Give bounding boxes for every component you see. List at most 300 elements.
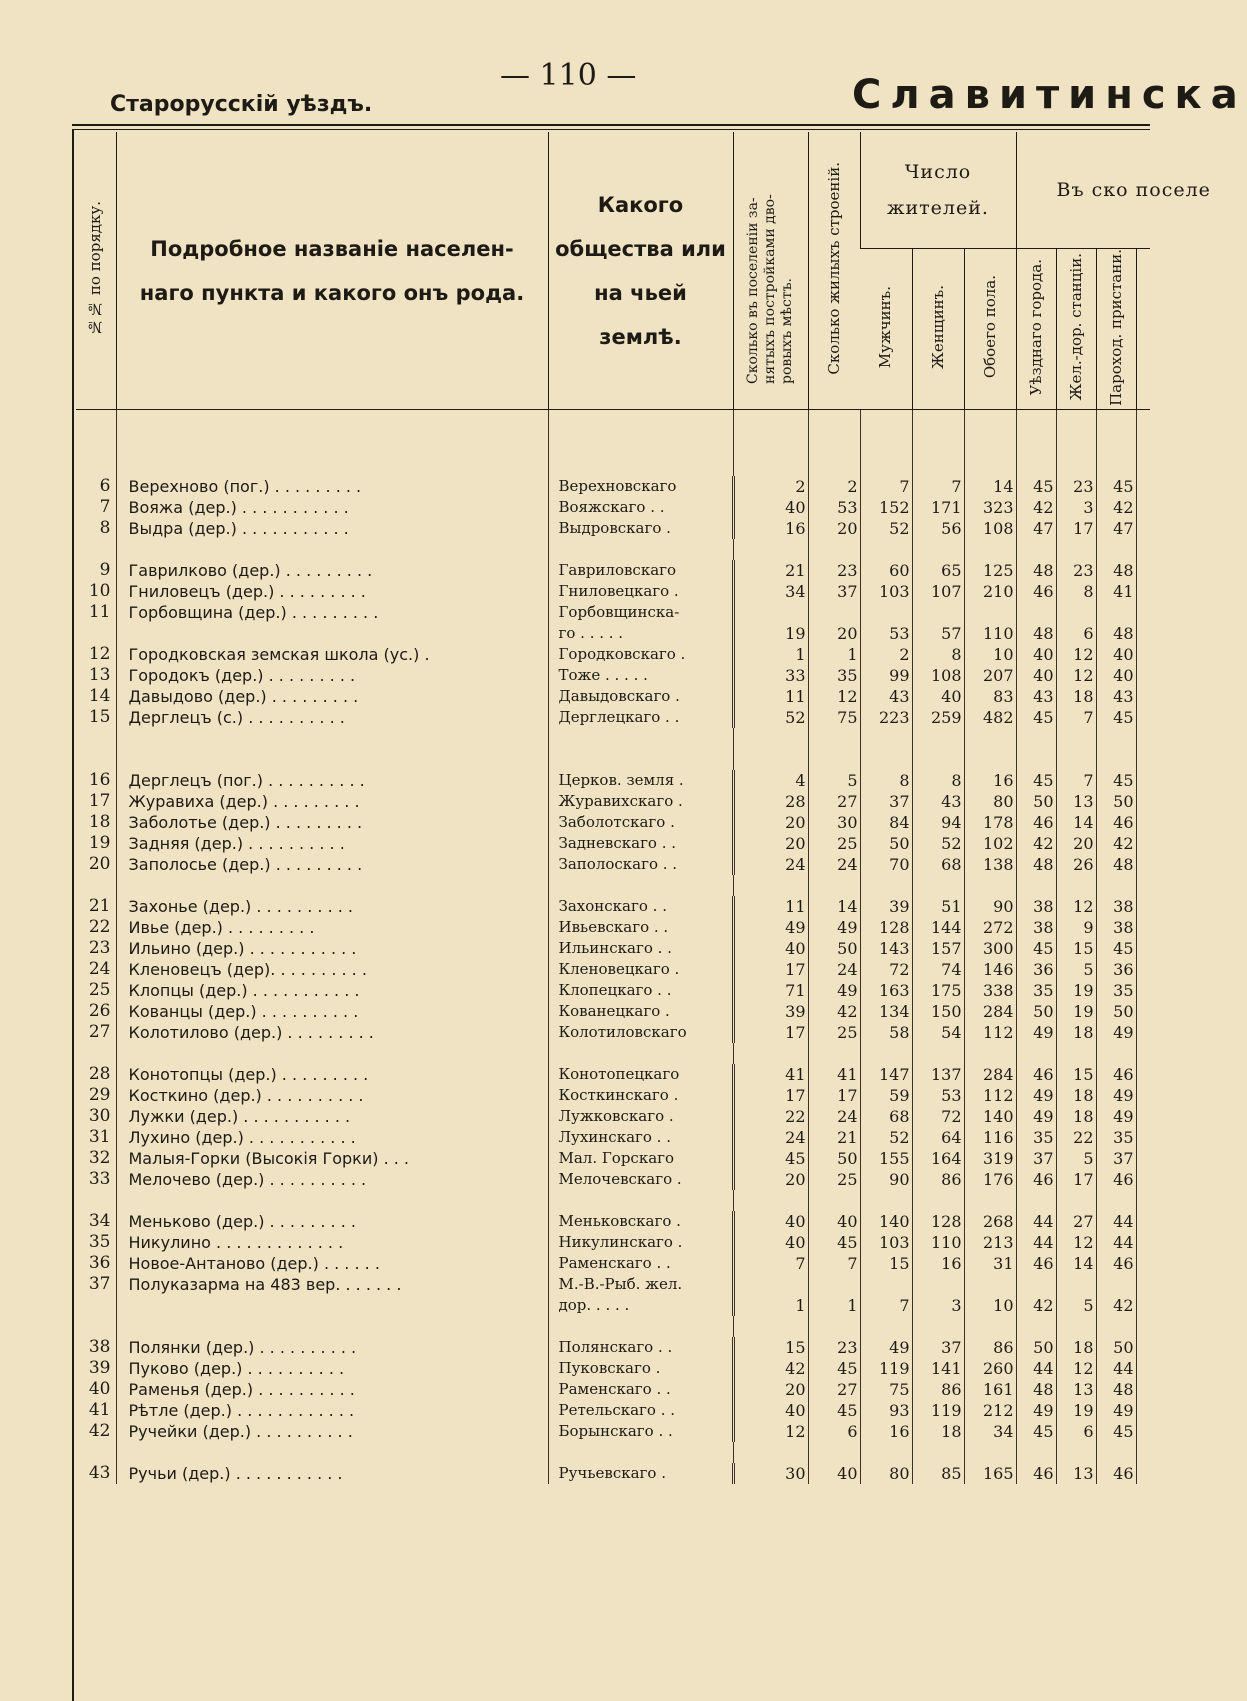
female-value: 43 xyxy=(912,791,964,812)
society-name: Ивьевскаго . . xyxy=(548,917,733,938)
male-value: 59 xyxy=(860,1085,912,1106)
male-value: 52 xyxy=(860,1127,912,1148)
dwellings-value: 50 xyxy=(808,938,860,959)
table-row xyxy=(76,1358,1150,1379)
dwellings-value: 42 xyxy=(808,1001,860,1022)
cut-cell xyxy=(1136,854,1150,875)
cut-cell xyxy=(1136,1232,1150,1253)
male-value: 84 xyxy=(860,812,912,833)
dist-pier-value: 41 xyxy=(1096,581,1136,602)
dist-rail-value: 17 xyxy=(1056,518,1096,539)
total-value: 338 xyxy=(964,980,1016,1001)
households-value: 17 xyxy=(733,1022,808,1043)
row-number: 28 xyxy=(88,1064,111,1085)
male-value: 72 xyxy=(860,959,912,980)
dist-town-value xyxy=(1016,1274,1056,1295)
households-value: 20 xyxy=(733,1169,808,1190)
society-name: Тоже . . . . . xyxy=(548,665,733,686)
cut-cell xyxy=(1136,1169,1150,1190)
households-value: 20 xyxy=(733,833,808,854)
table-row xyxy=(76,1106,1150,1127)
dist-rail-value: 19 xyxy=(1056,1400,1096,1421)
total-value: 86 xyxy=(964,1337,1016,1358)
male-value: 163 xyxy=(860,980,912,1001)
row-number: 30 xyxy=(88,1106,111,1127)
row-number: 11 xyxy=(88,602,111,623)
row-number: 25 xyxy=(88,980,111,1001)
total-value: 108 xyxy=(964,518,1016,539)
dist-pier-value: 38 xyxy=(1096,917,1136,938)
male-value: 43 xyxy=(860,686,912,707)
dist-rail-value: 15 xyxy=(1056,1064,1096,1085)
total-value xyxy=(964,1274,1016,1295)
table-row xyxy=(76,812,1150,833)
settlement-name: Захонье (дер.) . . . . . . . . . . xyxy=(116,896,548,917)
dist-pier-value: 35 xyxy=(1096,980,1136,1001)
female-value: 108 xyxy=(912,665,964,686)
dist-rail-value: 3 xyxy=(1056,497,1096,518)
settlement-name: Давыдово (дер.) . . . . . . . . . xyxy=(116,686,548,707)
total-value: 146 xyxy=(964,959,1016,980)
society-name: Раменскаго . . xyxy=(548,1253,733,1274)
cut-cell xyxy=(1136,791,1150,812)
society-name: Меньковскаго . xyxy=(548,1211,733,1232)
male-value: 128 xyxy=(860,917,912,938)
female-value: 7 xyxy=(912,476,964,497)
dwellings-value: 37 xyxy=(808,581,860,602)
dist-pier-value: 42 xyxy=(1096,833,1136,854)
dist-pier-value: 38 xyxy=(1096,896,1136,917)
dist-town-value: 44 xyxy=(1016,1232,1056,1253)
dwellings-value: 45 xyxy=(808,1358,860,1379)
table-row xyxy=(76,1253,1150,1274)
row-number: 20 xyxy=(88,854,111,875)
female-value: 85 xyxy=(912,1463,964,1484)
dwellings-value: 23 xyxy=(808,1337,860,1358)
society-name: Никулинскаго . xyxy=(548,1232,733,1253)
dist-pier-value: 50 xyxy=(1096,791,1136,812)
total-value: 14 xyxy=(964,476,1016,497)
society-name: Выдровскаго . xyxy=(548,518,733,539)
dist-rail-value: 22 xyxy=(1056,1127,1096,1148)
header-dwellings: Сколько жилыхъ строеній. xyxy=(808,132,860,410)
row-number: 19 xyxy=(88,833,111,854)
dist-town-value: 45 xyxy=(1016,707,1056,728)
volost-title: Славитинска xyxy=(852,72,1247,118)
dwellings-value: 24 xyxy=(808,1106,860,1127)
row-number: 32 xyxy=(88,1148,111,1169)
cut-cell xyxy=(1136,686,1150,707)
dist-pier-value xyxy=(1096,602,1136,623)
female-value: 74 xyxy=(912,959,964,980)
female-value: 128 xyxy=(912,1211,964,1232)
dist-town-value: 38 xyxy=(1016,896,1056,917)
cut-cell xyxy=(1136,812,1150,833)
dist-pier-value: 50 xyxy=(1096,1337,1136,1358)
total-value: 482 xyxy=(964,707,1016,728)
table-row xyxy=(76,980,1150,1001)
total-value: 140 xyxy=(964,1106,1016,1127)
dwellings-value: 49 xyxy=(808,917,860,938)
dist-rail-value: 17 xyxy=(1056,1169,1096,1190)
table-row xyxy=(76,518,1150,539)
row-number: 17 xyxy=(88,791,111,812)
households-value: 41 xyxy=(733,1064,808,1085)
dist-pier-value: 46 xyxy=(1096,1253,1136,1274)
dwellings-value: 40 xyxy=(808,1463,860,1484)
row-number: 40 xyxy=(88,1379,111,1400)
settlement-name: Полянки (дер.) . . . . . . . . . . xyxy=(116,1337,548,1358)
total-value: 112 xyxy=(964,1085,1016,1106)
dist-town-value: 42 xyxy=(1016,833,1056,854)
dist-town-value: 49 xyxy=(1016,1085,1056,1106)
society-name: Мал. Горскаго xyxy=(548,1148,733,1169)
dwellings-value: 7 xyxy=(808,1253,860,1274)
male-value: 58 xyxy=(860,1022,912,1043)
table-row xyxy=(76,497,1150,518)
female-value: 68 xyxy=(912,854,964,875)
dwellings-value: 35 xyxy=(808,665,860,686)
dist-town-value: 43 xyxy=(1016,686,1056,707)
row-number: 27 xyxy=(88,1022,111,1043)
cut-cell xyxy=(1136,1085,1150,1106)
female-value: 8 xyxy=(912,644,964,665)
female-value: 51 xyxy=(912,896,964,917)
total-value: 165 xyxy=(964,1463,1016,1484)
male-value: 99 xyxy=(860,665,912,686)
dist-town-value: 50 xyxy=(1016,791,1056,812)
total-value: 284 xyxy=(964,1001,1016,1022)
society-name: Гниловецкаго . xyxy=(548,581,733,602)
society-name: М.-В.-Рыб. жел. xyxy=(548,1274,733,1295)
row-number: 16 xyxy=(88,770,111,791)
dist-pier-value: 40 xyxy=(1096,644,1136,665)
spacer-row xyxy=(76,539,1150,560)
dist-town-value: 42 xyxy=(1016,497,1056,518)
row-number: 36 xyxy=(88,1253,111,1274)
total-value: 10 xyxy=(964,1295,1016,1316)
settlement-name: Гниловецъ (дер.) . . . . . . . . . xyxy=(116,581,548,602)
society-name: Конотопецкаго xyxy=(548,1064,733,1085)
dist-rail-value: 7 xyxy=(1056,707,1096,728)
dwellings-value: 45 xyxy=(808,1400,860,1421)
row-number: 33 xyxy=(88,1169,111,1190)
total-value: 90 xyxy=(964,896,1016,917)
dwellings-value: 1 xyxy=(808,1295,860,1316)
dist-rail-value: 12 xyxy=(1056,644,1096,665)
male-value: 147 xyxy=(860,1064,912,1085)
households-value: 21 xyxy=(733,560,808,581)
female-value: 94 xyxy=(912,812,964,833)
society-name: Заполоскаго . . xyxy=(548,854,733,875)
dist-town-value: 49 xyxy=(1016,1022,1056,1043)
society-name: Давыдовскаго . xyxy=(548,686,733,707)
settlement-name: Верехново (пог.) . . . . . . . . . xyxy=(116,476,548,497)
dist-pier-value: 46 xyxy=(1096,1463,1136,1484)
households-value: 19 xyxy=(733,623,808,644)
male-value: 68 xyxy=(860,1106,912,1127)
dist-pier-value: 45 xyxy=(1096,938,1136,959)
table-row xyxy=(76,1085,1150,1106)
settlement-name: Новое-Антаново (дер.) . . . . . . xyxy=(116,1253,548,1274)
households-value: 12 xyxy=(733,1421,808,1442)
society-name: Ретельскаго . . xyxy=(548,1400,733,1421)
dist-rail-value: 18 xyxy=(1056,1106,1096,1127)
female-value: 110 xyxy=(912,1232,964,1253)
header-households: Сколько въ поселеніи за-нятыхъ постройками дво-ровыхъ мѣстъ. xyxy=(733,132,808,410)
table-row xyxy=(76,1148,1150,1169)
row-number: 18 xyxy=(88,812,111,833)
dist-town-value: 46 xyxy=(1016,1064,1056,1085)
dist-town-value: 49 xyxy=(1016,1400,1056,1421)
society-name: го . . . . . xyxy=(548,623,733,644)
female-value: 171 xyxy=(912,497,964,518)
households-value: 7 xyxy=(733,1253,808,1274)
dist-pier-value: 50 xyxy=(1096,1001,1136,1022)
cut-cell xyxy=(1136,896,1150,917)
female-value: 8 xyxy=(912,770,964,791)
settlement-name: Никулино . . . . . . . . . . . . . xyxy=(116,1232,548,1253)
dist-pier-value: 46 xyxy=(1096,812,1136,833)
cut-cell xyxy=(1136,476,1150,497)
dist-town-value: 49 xyxy=(1016,1106,1056,1127)
dist-town-value: 48 xyxy=(1016,560,1056,581)
dist-pier-value: 49 xyxy=(1096,1022,1136,1043)
dist-rail-value: 19 xyxy=(1056,1001,1096,1022)
total-value: 80 xyxy=(964,791,1016,812)
cut-cell xyxy=(1136,980,1150,1001)
settlement-name: Гаврилково (дер.) . . . . . . . . . xyxy=(116,560,548,581)
settlement-name: Раменья (дер.) . . . . . . . . . . xyxy=(116,1379,548,1400)
total-value: 10 xyxy=(964,644,1016,665)
dist-pier-value: 48 xyxy=(1096,854,1136,875)
dist-town-value xyxy=(1016,602,1056,623)
households-value: 16 xyxy=(733,518,808,539)
settlement-name: Колотилово (дер.) . . . . . . . . . xyxy=(116,1022,548,1043)
table-row xyxy=(76,476,1150,497)
dist-town-value: 46 xyxy=(1016,1463,1056,1484)
header-total: Обоего пола. xyxy=(964,248,1016,410)
society-name: Пуковскаго . xyxy=(548,1358,733,1379)
female-value: 175 xyxy=(912,980,964,1001)
dwellings-value: 6 xyxy=(808,1421,860,1442)
dwellings-value: 27 xyxy=(808,1379,860,1400)
dist-pier-value: 48 xyxy=(1096,560,1136,581)
settlement-name xyxy=(116,1295,548,1316)
table-row xyxy=(76,1001,1150,1022)
dist-rail-value: 12 xyxy=(1056,1358,1096,1379)
female-value: 137 xyxy=(912,1064,964,1085)
total-value: 284 xyxy=(964,1064,1016,1085)
male-value: 152 xyxy=(860,497,912,518)
settlement-name: Полуказарма на 483 вер. . . . . . . xyxy=(116,1274,548,1295)
settlement-table xyxy=(76,132,1211,1701)
dist-pier-value: 44 xyxy=(1096,1211,1136,1232)
male-value: 60 xyxy=(860,560,912,581)
dist-rail-value: 23 xyxy=(1056,476,1096,497)
cut-cell xyxy=(1136,1001,1150,1022)
female-value: 65 xyxy=(912,560,964,581)
dist-pier-value: 42 xyxy=(1096,497,1136,518)
row-number: 42 xyxy=(88,1421,111,1442)
dist-rail-value xyxy=(1056,602,1096,623)
households-value: 24 xyxy=(733,1127,808,1148)
table-row xyxy=(76,623,1150,644)
households-value xyxy=(733,1274,808,1295)
male-value: 140 xyxy=(860,1211,912,1232)
row-number: 14 xyxy=(88,686,111,707)
cut-cell xyxy=(1136,1253,1150,1274)
society-name: Захонскаго . . xyxy=(548,896,733,917)
dist-rail-value: 9 xyxy=(1056,917,1096,938)
society-name: дор. . . . . xyxy=(548,1295,733,1316)
male-value: 2 xyxy=(860,644,912,665)
households-value: 30 xyxy=(733,1463,808,1484)
total-value: 272 xyxy=(964,917,1016,938)
society-name: Ильинскаго . . xyxy=(548,938,733,959)
settlement-name: Мелочево (дер.) . . . . . . . . . . xyxy=(116,1169,548,1190)
male-value: 37 xyxy=(860,791,912,812)
table-row xyxy=(76,833,1150,854)
society-name: Лухинскаго . . xyxy=(548,1127,733,1148)
dist-town-value: 44 xyxy=(1016,1358,1056,1379)
left-rule xyxy=(72,130,74,1701)
dist-rail-value: 19 xyxy=(1056,980,1096,1001)
female-value: 164 xyxy=(912,1148,964,1169)
total-value: 116 xyxy=(964,1127,1016,1148)
society-name: Церков. земля . xyxy=(548,770,733,791)
district-title: Старорусскій уѣздъ. xyxy=(110,92,373,117)
dist-rail-value: 18 xyxy=(1056,1085,1096,1106)
total-value: 112 xyxy=(964,1022,1016,1043)
row-number: 13 xyxy=(88,665,111,686)
dist-town-value: 35 xyxy=(1016,980,1056,1001)
dist-town-value: 48 xyxy=(1016,854,1056,875)
male-value: 53 xyxy=(860,623,912,644)
total-value: 83 xyxy=(964,686,1016,707)
dwellings-value: 5 xyxy=(808,770,860,791)
dwellings-value: 25 xyxy=(808,1022,860,1043)
dist-rail-value: 13 xyxy=(1056,1463,1096,1484)
row-number: 29 xyxy=(88,1085,111,1106)
dist-pier-value: 45 xyxy=(1096,770,1136,791)
female-value: 57 xyxy=(912,623,964,644)
row-number: 39 xyxy=(88,1358,111,1379)
dwellings-value: 75 xyxy=(808,707,860,728)
dist-rail-value: 15 xyxy=(1056,938,1096,959)
header-distance: Въ ско поселе xyxy=(1016,132,1150,248)
dist-rail-value: 12 xyxy=(1056,665,1096,686)
households-value: 24 xyxy=(733,854,808,875)
dist-rail-value: 18 xyxy=(1056,1337,1096,1358)
total-value: 125 xyxy=(964,560,1016,581)
total-value: 110 xyxy=(964,623,1016,644)
male-value: 70 xyxy=(860,854,912,875)
society-name: Клопецкаго . . xyxy=(548,980,733,1001)
female-value: 141 xyxy=(912,1358,964,1379)
households-value: 42 xyxy=(733,1358,808,1379)
cut-cell xyxy=(1136,1064,1150,1085)
male-value xyxy=(860,602,912,623)
households-value: 4 xyxy=(733,770,808,791)
cut-cell xyxy=(1136,917,1150,938)
dist-town-value: 45 xyxy=(1016,1421,1056,1442)
dist-pier-value: 48 xyxy=(1096,623,1136,644)
female-value: 54 xyxy=(912,1022,964,1043)
settlement-name: Городковская земская школа (ус.) . xyxy=(116,644,548,665)
dist-town-value: 46 xyxy=(1016,1253,1056,1274)
row-number: 15 xyxy=(88,707,111,728)
table-row xyxy=(76,1022,1150,1043)
female-value: 64 xyxy=(912,1127,964,1148)
settlement-name: Вояжа (дер.) . . . . . . . . . . . xyxy=(116,497,548,518)
cut-cell xyxy=(1136,1106,1150,1127)
total-value: 16 xyxy=(964,770,1016,791)
female-value: 107 xyxy=(912,581,964,602)
cut-cell xyxy=(1136,1022,1150,1043)
dist-pier-value: 48 xyxy=(1096,1379,1136,1400)
households-value: 20 xyxy=(733,1379,808,1400)
cut-cell xyxy=(1136,1379,1150,1400)
table-row xyxy=(76,896,1150,917)
dist-town-value: 47 xyxy=(1016,518,1056,539)
table-row xyxy=(76,560,1150,581)
dwellings-value: 24 xyxy=(808,854,860,875)
dist-rail-value: 13 xyxy=(1056,791,1096,812)
male-value: 90 xyxy=(860,1169,912,1190)
total-value xyxy=(964,602,1016,623)
dist-rail-value: 18 xyxy=(1056,1022,1096,1043)
male-value: 39 xyxy=(860,896,912,917)
row-number: 26 xyxy=(88,1001,111,1022)
dist-rail-value: 27 xyxy=(1056,1211,1096,1232)
settlement-name: Ручьи (дер.) . . . . . . . . . . . xyxy=(116,1463,548,1484)
dist-town-value: 40 xyxy=(1016,665,1056,686)
table-row xyxy=(76,1379,1150,1400)
households-value: 20 xyxy=(733,812,808,833)
dist-town-value: 44 xyxy=(1016,1211,1056,1232)
cut-cell xyxy=(1136,665,1150,686)
dist-rail-value: 20 xyxy=(1056,833,1096,854)
table-row xyxy=(76,707,1150,728)
settlement-name: Ручейки (дер.) . . . . . . . . . . xyxy=(116,1421,548,1442)
dist-town-value: 46 xyxy=(1016,812,1056,833)
settlement-name: Ильино (дер.) . . . . . . . . . . . xyxy=(116,938,548,959)
households-value: 40 xyxy=(733,1400,808,1421)
dwellings-value: 40 xyxy=(808,1211,860,1232)
female-value: 86 xyxy=(912,1379,964,1400)
dist-pier-value xyxy=(1096,1274,1136,1295)
male-value: 103 xyxy=(860,581,912,602)
cut-cell xyxy=(1136,497,1150,518)
dist-town-value: 50 xyxy=(1016,1001,1056,1022)
dist-town-value: 48 xyxy=(1016,1379,1056,1400)
total-value: 178 xyxy=(964,812,1016,833)
table-row xyxy=(76,791,1150,812)
society-name: Кованецкаго . xyxy=(548,1001,733,1022)
total-value: 323 xyxy=(964,497,1016,518)
settlement-name: Малыя-Горки (Высокія Горки) . . . xyxy=(116,1148,548,1169)
dist-town-value: 50 xyxy=(1016,1337,1056,1358)
dwellings-value: 25 xyxy=(808,833,860,854)
dwellings-value: 12 xyxy=(808,686,860,707)
table-row xyxy=(76,1421,1150,1442)
spacer-row xyxy=(76,1316,1150,1337)
male-value: 155 xyxy=(860,1148,912,1169)
female-value xyxy=(912,602,964,623)
households-value: 17 xyxy=(733,1085,808,1106)
row-number: 43 xyxy=(88,1463,111,1484)
